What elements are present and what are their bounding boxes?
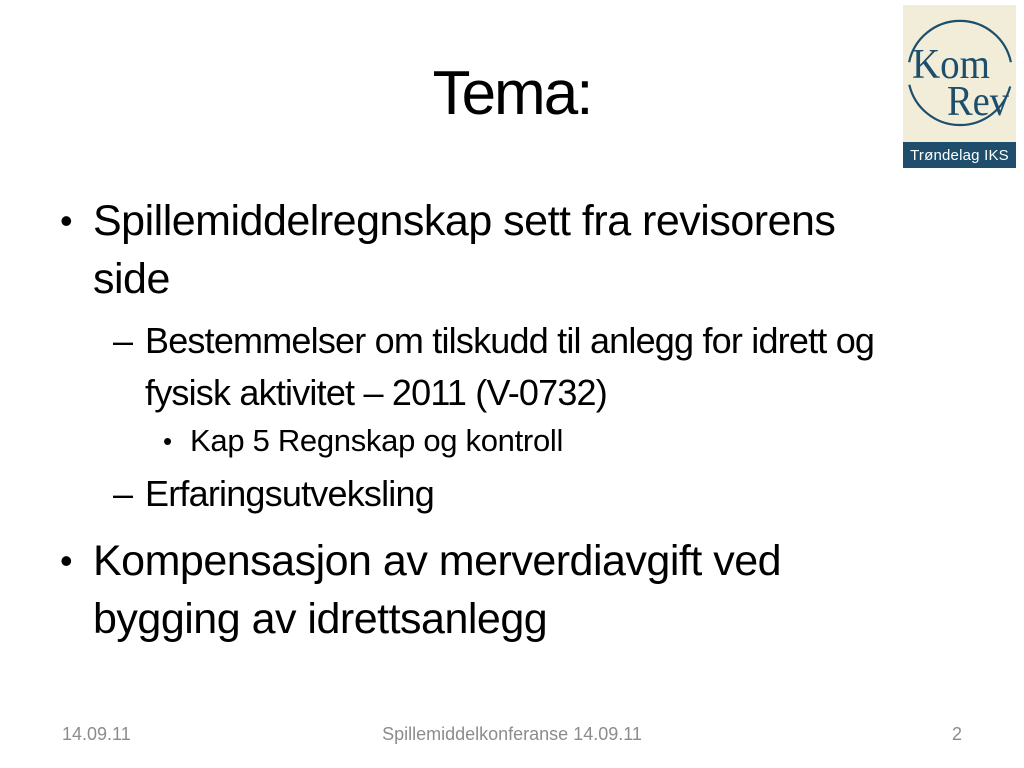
bullet-icon: • <box>60 200 73 241</box>
list-item <box>113 468 434 520</box>
dash-icon: – <box>113 473 133 514</box>
list-item <box>60 532 781 648</box>
list-item-line: fysisk aktivitet – 2011 (V-0732) <box>145 372 607 413</box>
komrev-logo-mark <box>903 5 1016 142</box>
bullet-icon: • <box>60 540 73 581</box>
list-item-line: Spillemiddelregnskap sett fra revisorens <box>93 197 836 245</box>
list-item <box>60 192 835 308</box>
list-item-line: Kompensasjon av merverdiavgift ved <box>93 537 782 585</box>
list-item <box>163 421 563 461</box>
page-title: Tema: <box>432 59 592 128</box>
list-item <box>113 315 874 419</box>
komrev-logo <box>903 5 1016 168</box>
list-item-line: Bestemmelser om tilskudd til anlegg for idrett og <box>145 320 875 361</box>
footer-page-number: 2 <box>952 724 963 744</box>
list-item-line: bygging av idrettsanlegg <box>93 595 548 643</box>
dash-icon: – <box>113 320 133 361</box>
footer-date: 14.09.11 <box>62 724 131 744</box>
logo-banner: Trøndelag IKS <box>903 142 1016 168</box>
bullet-icon: • <box>163 426 172 456</box>
list-item-line: Kap 5 Regnskap og kontroll <box>190 423 564 458</box>
list-item-line: Erfaringsutveksling <box>145 473 434 514</box>
logo-word-kom: Kom <box>912 42 991 88</box>
logo-word-rev: Rev <box>947 79 1009 125</box>
list-item-line: side <box>93 255 170 303</box>
footer-title: Spillemiddelkonferanse 14.09.11 <box>382 724 642 744</box>
